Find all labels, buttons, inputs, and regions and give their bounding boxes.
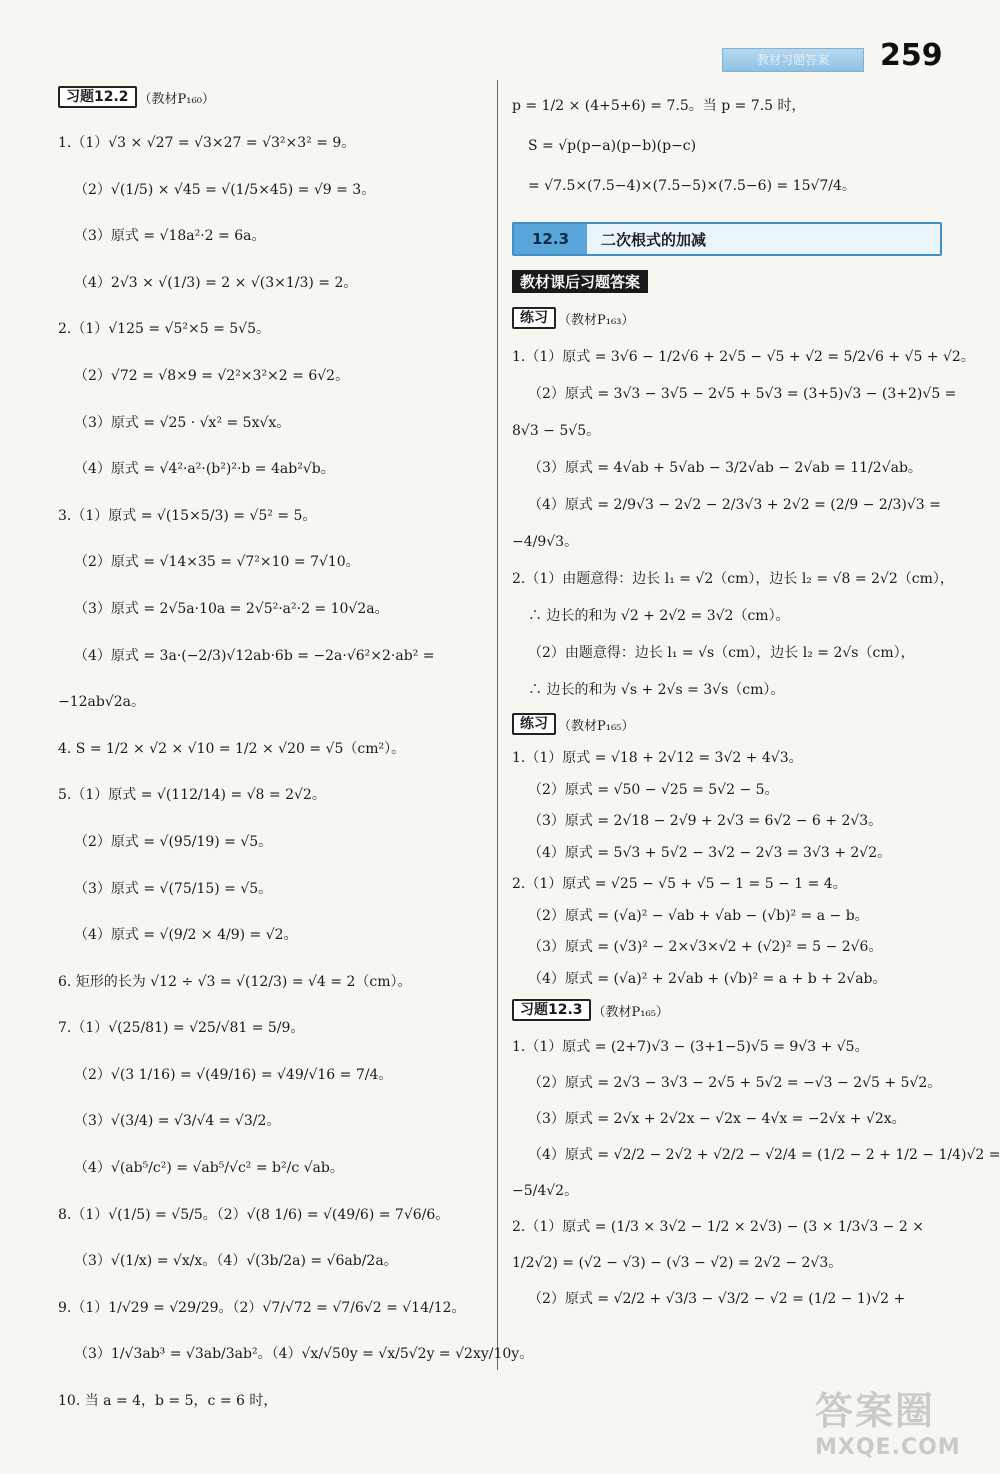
answer-line: 1.（1）√3 × √27 = √3×27 = √3²×3² = 9。 [58, 135, 356, 151]
answer-line: （3）原式 = √(75/15) = √5。 [74, 880, 273, 897]
header-tab: 教材习题答案 [722, 48, 864, 72]
answer-line: （3）原式 = √18a²·2 = 6a。 [74, 228, 266, 245]
answer-line: （4）√(ab⁵/c²) = √ab⁵/√c² = b²/c √ab。 [74, 1160, 344, 1177]
answers-banner: 教材课后习题答案 [512, 270, 648, 293]
answer-line: （2）原式 = (√a)² − √ab + √ab − (√b)² = a − b。 [528, 907, 869, 924]
section-tag: 练习 [512, 713, 556, 735]
answer-line: （4）原式 = 2/9√3 − 2√2 − 2/3√3 + 2√2 = (2/9 − 2/3)√3 = [528, 497, 941, 513]
right-continued-lines [512, 86, 942, 206]
exercise-lines [512, 1029, 1000, 1317]
watermark-url: MXQE.COM [815, 1435, 961, 1460]
answer-line: （2）原式 = √14×35 = √7²×10 = 7√10。 [74, 554, 360, 571]
answer-line: 8.（1）√(1/5) = √5/5。（2）√(8 1/6) = √(49/6) = 7√6/6。 [58, 1206, 450, 1223]
answer-line: 6. 矩形的长为 √12 ÷ √3 = √(12/3) = √4 = 2（cm）。 [58, 973, 412, 990]
section-tag: 习题12.3 [512, 999, 591, 1021]
section-tag: 练习 [512, 307, 556, 329]
answer-line: 5.（1）原式 = √(112/14) = √8 = 2√2。 [58, 787, 326, 804]
answer-line: （2）原式 = 3√3 − 3√5 − 2√5 + 5√3 = (3+5)√3 − (3+2)√5 = [528, 386, 957, 402]
topic-number: 12.3 [514, 224, 587, 254]
answer-line: （2）√72 = √8×9 = √2²×3²×2 = 6√2。 [74, 367, 350, 384]
answer-line: 2.（1）原式 = √25 − √5 + √5 − 1 = 5 − 1 = 4。 [512, 876, 847, 892]
answer-line: （4）原式 = (√a)² + 2√ab + (√b)² = a + b + 2√ab。 [528, 970, 887, 987]
answer-line: 1.（1）原式 = 3√6 − 1/2√6 + 2√5 − √5 + √2 = 5/2√6 + √5 + √2。 [512, 349, 975, 365]
answer-line: 10. 当 a = 4，b = 5，c = 6 时， [58, 1393, 278, 1410]
answer-line: 2.（1）由题意得：边长 l₁ = √2（cm），边长 l₂ = √8 = 2√2（cm）， [512, 571, 954, 587]
answer-line: ∴ 边长的和为 √s + 2√s = 3√s（cm）。 [528, 682, 785, 698]
answer-line: （2）由题意得：边长 l₁ = √s（cm），边长 l₂ = 2√s（cm）， [528, 645, 915, 661]
answer-line: （3）原式 = (√3)² − 2×√3×√2 + (√2)² = 5 − 2√6。 [528, 939, 883, 955]
answer-line: 8√3 − 5√5。 [512, 423, 601, 439]
answer-line: （2）原式 = √2/2 + √3/3 − √3/2 − √2 = (1/2 − 1)√2 + [528, 1291, 906, 1307]
answer-line: （2）原式 = √50 − √25 = 5√2 − 5。 [528, 781, 779, 798]
answer-line: （3）√(3/4) = √3/√4 = √3/2。 [74, 1113, 281, 1130]
section-source: （教材P₁₆₅） [592, 1004, 669, 1020]
section-header-practice-163 [512, 307, 942, 329]
answer-line: S = √p(p−a)(p−b)(p−c) [528, 138, 697, 154]
topic-bar [512, 222, 942, 256]
page-number: 259 [880, 38, 943, 73]
answer-line: （4）原式 = 5√3 + 5√2 − 3√2 − 2√3 = 3√3 + 2√2。 [528, 844, 892, 861]
answer-line: 4. S = 1/2 × √2 × √10 = 1/2 × √20 = √5（cm²）。 [58, 740, 406, 757]
answer-line: 2.（1）√125 = √5²×5 = 5√5。 [58, 321, 270, 338]
answer-line: （3）原式 = 2√x + 2√2x − √2x − 4√x = −2√x + √2x。 [528, 1111, 906, 1127]
answer-line: = √7.5×(7.5−4)×(7.5−5)×(7.5−6) = 15√7/4。 [528, 178, 856, 194]
topic-title: 二次根式的加减 [601, 230, 707, 249]
answer-line: −4/9√3。 [512, 534, 579, 550]
answer-line: −12ab√2a。 [58, 694, 146, 711]
answer-line: 1.（1）原式 = (2+7)√3 − (3+1−5)√5 = 9√3 + √5。 [512, 1039, 869, 1055]
answer-line: （3）原式 = √25 · √x² = 5x√x。 [74, 414, 291, 431]
answer-line: （3）原式 = 2√5a·10a = 2√5²·a²·2 = 10√2a。 [74, 600, 389, 617]
answer-line: 2.（1）原式 = (1/3 × 3√2 − 1/2 × 2√3) − (3 × 1/3√3 − 2 × [512, 1219, 924, 1235]
practice2-lines [512, 743, 942, 995]
watermark [815, 1380, 975, 1460]
answer-line: （3）√(1/x) = √x/x。（4）√(3b/2a) = √6ab/2a。 [74, 1253, 398, 1270]
answer-line: p = 1/2 × (4+5+6) = 7.5。当 p = 7.5 时， [512, 98, 806, 114]
answer-line: （4）原式 = √(9/2 × 4/9) = √2。 [74, 927, 298, 944]
answer-line: （2）原式 = 2√3 − 3√3 − 2√5 + 5√2 = −√3 − 2√5 + 5√2。 [528, 1075, 942, 1091]
answer-line: （2）√(3 1/16) = √(49/16) = √49/√16 = 7/4。 [74, 1066, 393, 1083]
answer-line: （4）原式 = √4²·a²·(b²)²·b = 4ab²√b。 [74, 461, 335, 478]
answer-line: 3.（1）原式 = √(15×5/3) = √5² = 5。 [58, 507, 317, 524]
section-source: （教材P₁₆₃） [558, 312, 635, 328]
answer-line: 1.（1）原式 = √18 + 2√12 = 3√2 + 4√3。 [512, 750, 803, 766]
answer-line: −5/4√2。 [512, 1183, 579, 1199]
section-source: （教材P₁₆₀） [138, 91, 215, 107]
answer-line: 1/2√2) = (√2 − √3) − (√3 − √2) = 2√2 − 2√3。 [512, 1255, 843, 1271]
section-header-exercise-12-2 [58, 86, 488, 108]
section-header-exercise-12-3 [512, 999, 942, 1021]
section-tag: 习题12.2 [58, 86, 137, 108]
answer-line: （2）√(1/5) × √45 = √(1/5×45) = √9 = 3。 [74, 181, 376, 198]
answer-line: （4）原式 = 3a·(−2/3)√12ab·6b = −2a·√6²×2·ab² = [74, 647, 435, 664]
answer-line: （4）2√3 × √(1/3) = 2 × √(3×1/3) = 2。 [74, 274, 358, 291]
answer-line: （3）原式 = 2√18 − 2√9 + 2√3 = 6√2 − 6 + 2√3。 [528, 813, 883, 829]
answer-line: （3）1/√3ab³ = √3ab/3ab²。（4）√x/√50y = √x/5√2y = √2xy/10y。 [74, 1346, 534, 1363]
right-column [512, 86, 1000, 1317]
watermark-logo-text: 答案圈 [815, 1389, 936, 1433]
column-divider [497, 80, 498, 1370]
answer-line: （3）原式 = 4√ab + 5√ab − 3/2√ab − 2√ab = 11/2√ab。 [528, 460, 922, 476]
answer-line: （2）原式 = √(95/19) = √5。 [74, 833, 273, 850]
practice1-lines [512, 339, 975, 709]
answer-line: 7.（1）√(25/81) = √25/√81 = 5/9。 [58, 1020, 305, 1037]
answer-line: ∴ 边长的和为 √2 + 2√2 = 3√2（cm）。 [528, 608, 790, 624]
section-header-practice-165 [512, 713, 942, 735]
section-source: （教材P₁₆₅） [558, 718, 635, 734]
answer-line: （4）原式 = √2/2 − 2√2 + √2/2 − √2/4 = (1/2 − 2 + 1/2 − 1/4)√2 = [528, 1147, 1000, 1163]
answer-line: 9.（1）1/√29 = √29/29。（2）√7/√72 = √7/6√2 = √14/12。 [58, 1299, 466, 1316]
